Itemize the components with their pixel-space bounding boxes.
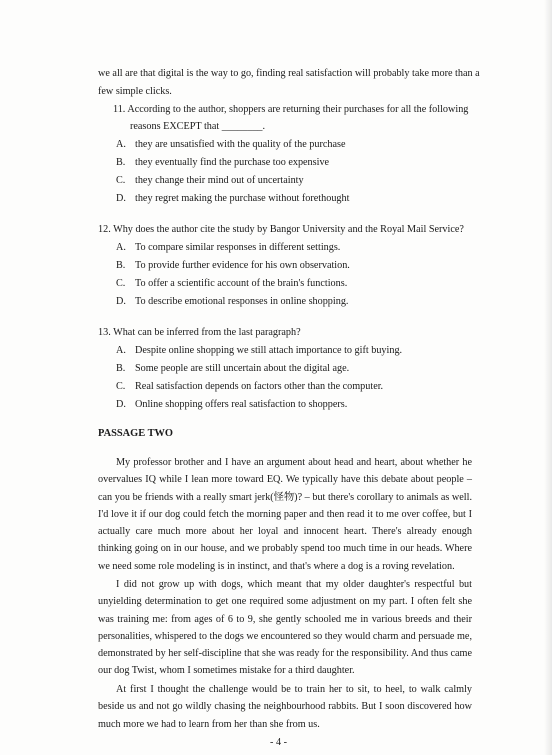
intro-line-1: we all are that digital is the way to go, finding real satisfaction will probably take more than a	[98, 68, 480, 79]
question-11-stem: 11. According to the author, shoppers are returning their purchases for all the following	[113, 104, 469, 115]
intro-line-2: few simple clicks.	[98, 86, 172, 97]
question-11-option-a: A. they are unsatisfied with the quality of the purchase	[116, 139, 346, 150]
question-13-stem: 13. What can be inferred from the last paragraph?	[98, 327, 301, 338]
scan-edge-shadow	[544, 0, 552, 755]
question-12-option-c: C. To offer a scientific account of the brain's functions.	[116, 278, 348, 289]
question-12-option-a: A. To compare similar responses in different settings.	[116, 242, 341, 253]
passage-paragraph-3: At first I thought the challenge would be to train her to sit, to heel, to walk calmly beside us and not go wildly chasing the neighbourhood rabbits. But I soon discovered how much more we had to learn from her than she from us.	[98, 684, 472, 730]
passage-paragraph-1: My professor brother and I have an argument about head and heart, about whether he overvalues IQ while I lean more toward EQ. We typically have this debate about people – can you be friends with a really smart jerk(怪物)? – but there's corollary to animals as well. I'd love it if our dog could fetch the morning paper and then read it to me over coffee, but I actually care much more about her loyal and innocent heart. There's already enough thinking going on in our house, and we probably spend too much time in our heads. Where we need some role modeling is in instinct, and that's where a dog is a roving revelation.	[98, 457, 472, 572]
question-13-option-c: C. Real satisfaction depends on factors other than the computer.	[116, 381, 384, 392]
question-11-option-b: B. they eventually find the purchase too expensive	[116, 157, 330, 168]
question-11-stem-cont: reasons EXCEPT that ________.	[130, 121, 266, 132]
question-13-option-b: B. Some people are still uncertain about the digital age.	[116, 363, 350, 374]
question-11-option-d: D. they regret making the purchase without forethought	[116, 193, 350, 204]
question-12-option-d: D. To describe emotional responses in online shopping.	[116, 296, 349, 307]
page-number: - 4 -	[270, 737, 287, 748]
question-11-option-c: C. they change their mind out of uncertainty	[116, 175, 304, 186]
question-12-option-b: B. To provide further evidence for his own observation.	[116, 260, 350, 271]
question-13-option-d: D. Online shopping offers real satisfaction to shoppers.	[116, 399, 348, 410]
passage-paragraph-2: I did not grow up with dogs, which meant that my older daughter's respectful but unyielding determination to get one required some adjustment on my part. I often felt she was training me: from ages of 6 to 9, she gently schooled me in various breeds and their personalities, whispered to the dogs we encountered so they would charm and persuade me, demonstrated by her self-discipline that she was ready for the responsibility. And thus came our dog Twist, whom I sometimes mistake for a third daughter.	[98, 579, 472, 677]
question-12-stem: 12. Why does the author cite the study by Bangor University and the Royal Mail Service?	[98, 224, 464, 235]
question-13-option-a: A. Despite online shopping we still attach importance to gift buying.	[116, 345, 403, 356]
passage-heading: PASSAGE TWO	[98, 428, 173, 439]
